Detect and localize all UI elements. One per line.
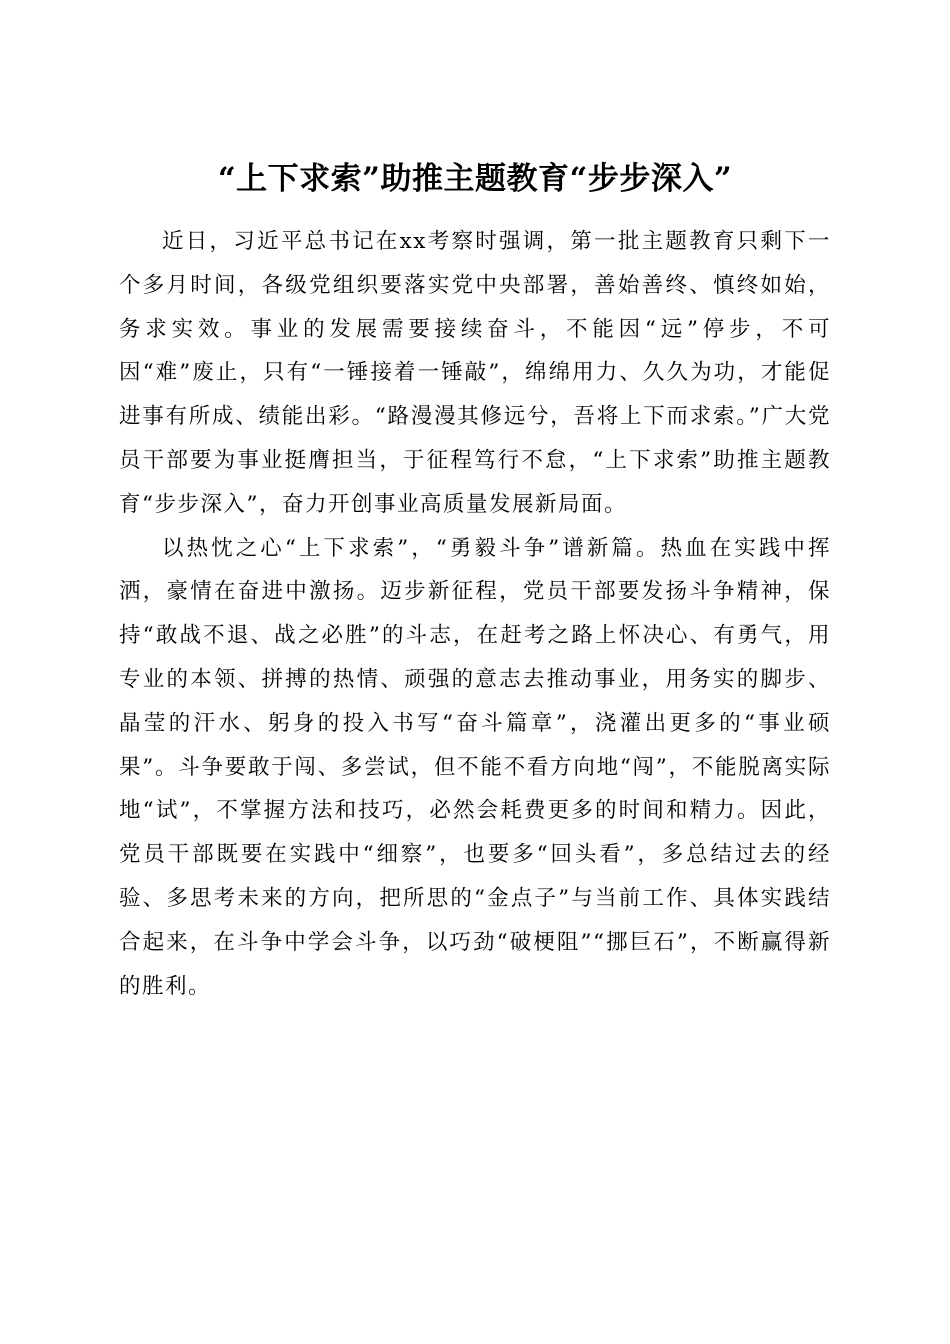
document-body — [119, 220, 831, 1008]
paragraph-2: 以热忱之心“上下求索”，“勇毅斗争”谱新篇。热血在实践中挥洒，豪情在奋进中激扬。迈步新征程，党员干部要发扬斗争精神，保持“敢战不退、战之必胜”的斗志，在赶考之路上怀决心、有勇气，用专业的本领、拼搏的热情、顽强的意志去推动事业，用务实的脚步、晶莹的汗水、躬身的投入书写“奋斗篇章”，浇灌出更多的“事业硕果”。斗争要敢于闯、多尝试，但不能不看方向地“闯”，不能脱离实际地“试”，不掌握方法和技巧，必然会耗费更多的时间和精力。因此，党员干部既要在实践中“细察”，也要多“回头看”，多总结过去的经验、多思考未来的方向，把所思的“金点子”与当前工作、具体实践结合起来，在斗争中学会斗争，以巧劲“破梗阻”“挪巨石”，不断赢得新的胜利。 — [119, 535, 831, 999]
paragraph-1: 近日，习近平总书记在xx考察时强调，第一批主题教育只剩下一个多月时间，各级党组织要落实党中央部署，善始善终、慎终如始，务求实效。事业的发展需要接续奋斗，不能因“远”停步，不可因“难”废止，只有“一锤接着一锤敲”，绵绵用力、久久为功，才能促进事有所成、绩能出彩。“路漫漫其修远兮，吾将上下而求索。”广大党员干部要为事业挺膺担当，于征程笃行不怠，“上下求索”助推主题教育“步步深入”，奋力开创事业高质量发展新局面。 — [119, 229, 831, 517]
document-title: “上下求索”助推主题教育“步步深入” — [217, 160, 733, 197]
